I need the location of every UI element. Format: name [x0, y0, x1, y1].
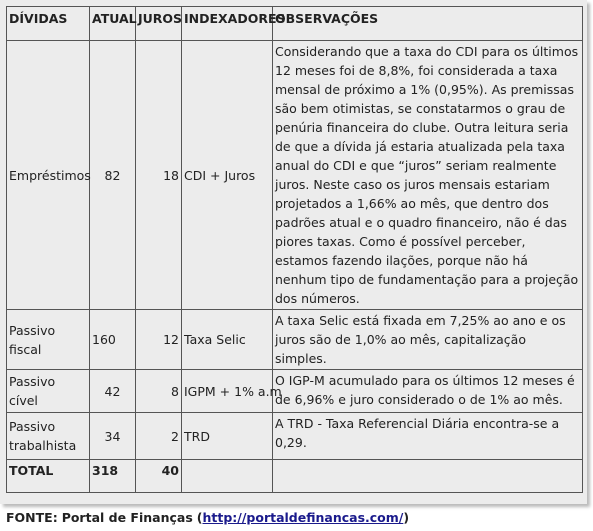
table-row — [7, 370, 583, 413]
cell-observacao: A TRD - Taxa Referencial Diária encontra-se a 0,29. — [273, 413, 583, 460]
source-link[interactable]: http://portaldefinancas.com/ — [202, 510, 404, 525]
table-row — [7, 310, 583, 370]
cell-divida: Passivo fiscal — [7, 310, 90, 370]
header-row — [7, 7, 583, 41]
cell-atual: 82 — [90, 41, 136, 310]
total-atual: 318 — [90, 460, 136, 493]
header-dividas: DÍVIDAS — [7, 7, 90, 41]
header-juros: JUROS — [136, 7, 182, 41]
cell-divida: Passivo trabalhista — [7, 413, 90, 460]
total-label: TOTAL — [7, 460, 90, 493]
total-row — [7, 460, 583, 493]
header-atual: ATUAL — [90, 7, 136, 41]
cell-atual: 160 — [90, 310, 136, 370]
total-juros: 40 — [136, 460, 182, 493]
cell-atual: 42 — [90, 370, 136, 413]
cell-divida: Passivo cível — [7, 370, 90, 413]
total-empty-obs — [273, 460, 583, 493]
cell-indexador: Taxa Selic — [182, 310, 273, 370]
debts-table — [6, 6, 583, 493]
source-open-paren: ( — [196, 510, 203, 525]
table-row — [7, 413, 583, 460]
cell-observacao: A taxa Selic está fixada em 7,25% ao ano e os juros são de 1,0% ao mês, capitalização simples. — [273, 310, 583, 370]
cell-indexador: TRD — [182, 413, 273, 460]
cell-juros: 12 — [136, 310, 182, 370]
cell-indexador: IGPM + 1% a.m — [182, 370, 273, 413]
cell-divida: Empréstimos — [7, 41, 90, 310]
cell-atual: 34 — [90, 413, 136, 460]
source-close-paren: ) — [403, 510, 410, 525]
source-label: FONTE: — [6, 510, 58, 525]
cell-observacao: O IGP-M acumulado para os últimos 12 meses é de 6,96% e juro considerado o de 1% ao mês. — [273, 370, 583, 413]
table-row — [7, 41, 583, 310]
cell-juros: 18 — [136, 41, 182, 310]
header-indexadores: INDEXADORES — [182, 7, 273, 41]
total-empty-indexador — [182, 460, 273, 493]
cell-observacao: Considerando que a taxa do CDI para os últimos 12 meses foi de 8,8%, foi considerada a taxa mensal de próximo a 1% (0,95%). As premissas são bem otimistas, se constatarmos o grau de penúria financeira do clube. Outra leitura seria de que a dívida já estaria atualizada pela taxa anual do CDI e que “juros” seriam realmente juros. Neste caso os juros mensais estariam projetados a 1,66% ao mês, que dentro dos padrões atual e o quadro financeiro, não é das piores taxas. Como é possível perceber, estamos fazendo ilações, porque não há nenhum tipo de fundamentação para a projeção dos números. — [273, 41, 583, 310]
source-footer — [6, 510, 409, 525]
cell-juros: 2 — [136, 413, 182, 460]
header-observacoes: OBSERVAÇÕES — [273, 7, 583, 41]
cell-indexador: CDI + Juros — [182, 41, 273, 310]
cell-juros: 8 — [136, 370, 182, 413]
source-name: Portal de Finanças — [61, 510, 193, 525]
